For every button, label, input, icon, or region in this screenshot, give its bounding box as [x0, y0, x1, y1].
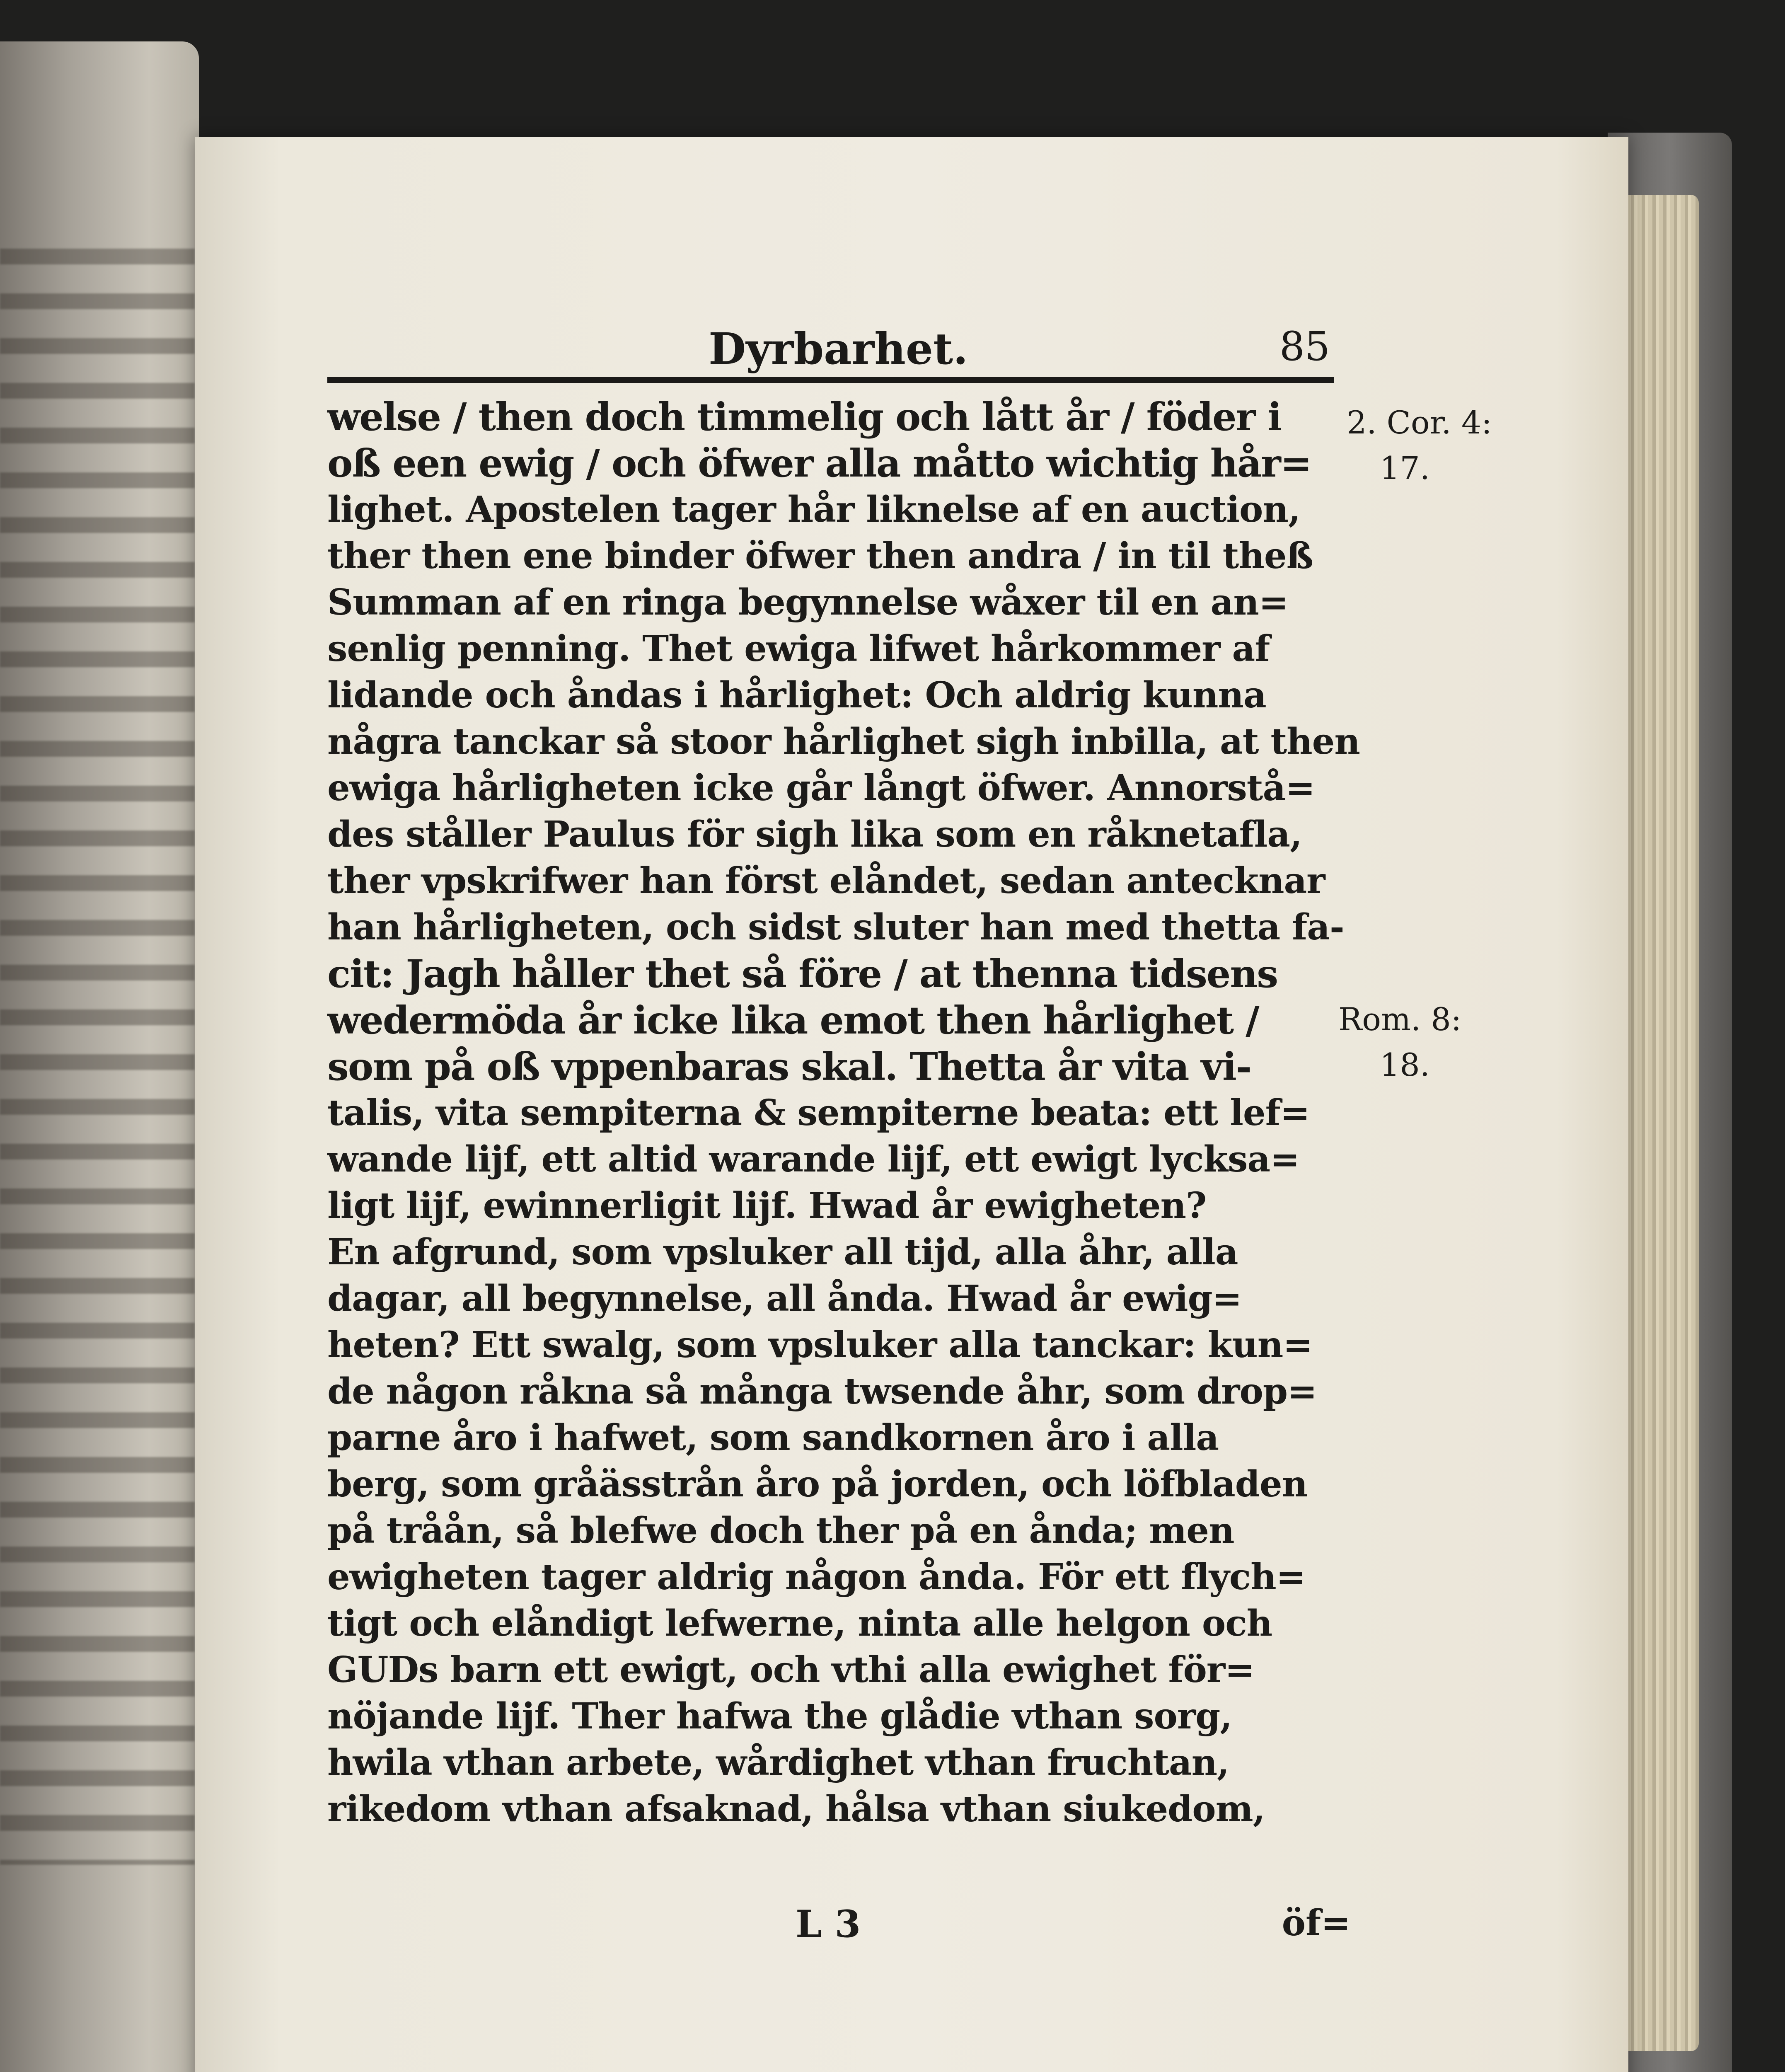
text-line: lighet. Apostelen tager hår liknelse af en auction,: [327, 489, 1300, 530]
page-block-edge: [1616, 195, 1699, 2051]
margin-note-verse: 18.: [1380, 1046, 1430, 1083]
margin-note-reference: 2. Cor. 4:: [1347, 404, 1492, 441]
text-line: berg, som gråässtrån åro på jorden, och löfbladen: [327, 1463, 1308, 1505]
text-line: lidande och åndas i hårlighet: Och aldrig kunna: [327, 674, 1266, 716]
facing-left-page: [0, 41, 199, 2072]
text-line: ewigheten tager aldrig någon ånda. För ett flych=: [327, 1556, 1306, 1598]
running-head-title: Dyrbarhet.: [709, 323, 968, 374]
text-line: dagar, all begynnelse, all ånda. Hwad år ewig=: [327, 1278, 1242, 1319]
text-line: heten? Ett swalg, som vpsluker alla tanckar: kun=: [327, 1324, 1313, 1366]
text-line: welse / then doch timmelig och lått år / föder i: [327, 395, 1281, 439]
body-text: [327, 394, 1360, 1832]
text-line: wedermöda år icke lika emot then hårlighet /: [327, 998, 1259, 1043]
catchword: öf=: [1282, 1902, 1351, 1944]
text-line: Summan af en ringa begynnelse wåxer til en an=: [327, 581, 1288, 623]
text-line: nöjande lijf. Ther hafwa the glådie vthan sorg,: [327, 1695, 1232, 1737]
left-page-text-blur: [0, 249, 195, 1865]
text-line: ewiga hårligheten icke går långt öfwer. Annorstå=: [327, 767, 1315, 809]
text-line: ligt lijf, ewinnerligit lijf. Hwad år ewigheten?: [327, 1185, 1207, 1227]
text-line: ther vpskrifwer han först elåndet, sedan antecknar: [327, 860, 1325, 902]
text-line: parne åro i hafwet, som sandkornen åro i alla: [327, 1417, 1219, 1459]
text-line: tigt och elåndigt lefwerne, ninta alle helgon och: [327, 1602, 1272, 1644]
running-head: [327, 315, 1334, 377]
signature-mark: L 3: [796, 1902, 861, 1946]
text-line: några tanckar så stoor hårlighet sigh inbilla, at then: [327, 721, 1360, 762]
text-line: cit: Jagh håller thet så före / at thenna tidsens: [327, 951, 1278, 996]
page-footer: [327, 1902, 1351, 1952]
text-line: de någon råkna så många twsende åhr, som drop=: [327, 1370, 1317, 1412]
page-number: 85: [1279, 323, 1330, 370]
text-line: des ståller Paulus för sigh lika som en råknetafla,: [327, 813, 1302, 855]
text-line: han hårligheten, och sidst sluter han med thetta fa-: [327, 906, 1344, 948]
text-line: talis, vita sempiterna & sempiterne beata: ett lef=: [327, 1092, 1310, 1134]
margin-note-verse: 17.: [1380, 450, 1430, 487]
text-line: på tråån, så blefwe doch ther på en ånda; men: [327, 1510, 1234, 1552]
text-line: GUDs barn ett ewigt, och vthi alla ewighet för=: [327, 1649, 1255, 1691]
margin-note-reference: Rom. 8:: [1338, 1001, 1462, 1038]
text-line: hwila vthan arbete, wårdighet vthan fruchtan,: [327, 1742, 1229, 1784]
header-rule: [327, 377, 1334, 383]
text-line: En afgrund, som vpsluker all tijd, alla åhr, alla: [327, 1231, 1238, 1273]
text-line: senlig penning. Thet ewiga lifwet hårkommer af: [327, 628, 1270, 670]
text-line: som på oß vppenbaras skal. Thetta år vita vi-: [327, 1044, 1251, 1089]
text-line: ther then ene binder öfwer then andra / in til theß: [327, 535, 1313, 577]
text-line: rikedom vthan afsaknad, hålsa vthan siukedom,: [327, 1788, 1265, 1830]
text-line: wande lijf, ett altid warande lijf, ett ewigt lycksa=: [327, 1138, 1300, 1180]
text-line: oß een ewig / och öfwer alla måtto wichtig hår=: [327, 441, 1311, 486]
